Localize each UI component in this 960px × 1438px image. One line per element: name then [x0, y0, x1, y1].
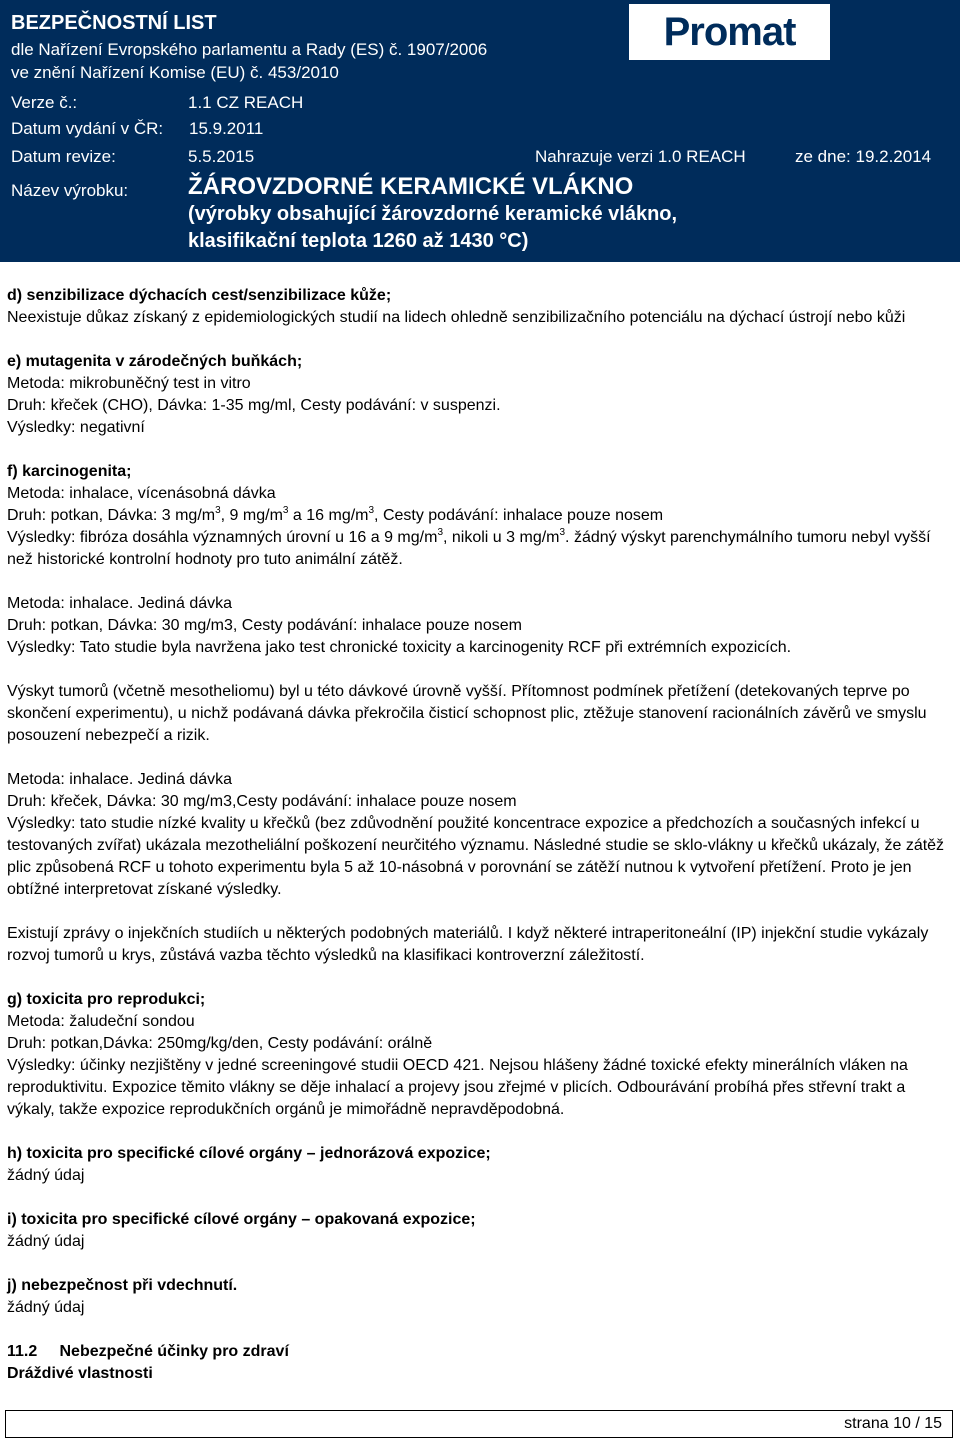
replaces-version: Nahrazuje verzi 1.0 REACH: [535, 147, 746, 166]
section-j-text: žádný údaj: [7, 1299, 85, 1316]
section-f-heading: f) karcinogenita;: [7, 463, 132, 480]
section-j-heading: j) nebezpečnost při vdechnutí.: [7, 1277, 238, 1294]
section-d-heading: d) senzibilizace dýchacích cest/senzibilizace kůže;: [7, 287, 392, 304]
revision-value: 5.5.2015: [188, 147, 255, 166]
document-header: [0, 0, 960, 262]
issue-date-value: 15.9.2011: [189, 119, 264, 138]
section-f-results: Výsledky: fibróza dosáhla významných úrovní u 16 a 9 $mg/m^3$, nikoli u 3 $mg/m^3$. žádný výskyt parenchymálního tumoru nebyl vyšší než historické kontrolní hodnoty pro tuto animální zátěž.: [7, 527, 931, 568]
product-label: Název výrobku:: [11, 181, 129, 200]
product-name: ŽÁROVZDORNÉ KERAMICKÉ VLÁKNO: [188, 173, 634, 200]
section-e-species: Druh: křeček (CHO), Dávka: 1-35 mg/ml, Cesty podávání: v suspenzi.: [7, 397, 501, 414]
issue-date-label: Datum vydání v ČR:: [11, 119, 164, 138]
revision-label: Datum revize:: [11, 147, 116, 166]
section-i-heading: i) toxicita pro specifické cílové orgány – opakovaná expozice;: [7, 1211, 476, 1228]
page-number: strana 10 / 15: [844, 1415, 942, 1432]
section-g-heading: g) toxicita pro reprodukci;: [7, 991, 206, 1008]
section-11-2-heading: 11.2 Nebezpečné účinky pro zdraví: [7, 1343, 289, 1360]
study2-results: Výsledky: Tato studie byla navržena jako test chronické toxicity a karcinogenity RCF při extrémních expozicích.: [7, 639, 792, 656]
section-h-heading: h) toxicita pro specifické cílové orgány – jednorázová expozice;: [7, 1145, 491, 1162]
document-title: BEZPEČNOSTNÍ LIST: [11, 12, 217, 34]
section-g-method: Metoda: žaludeční sondou: [7, 1013, 195, 1030]
section-e-method: Metoda: mikrobuněčný test in vitro: [7, 375, 251, 392]
replaces-date: ze dne: 19.2.2014: [795, 147, 932, 166]
section-f-method: Metoda: inhalace, vícenásobná dávka: [7, 485, 276, 502]
section-h-text: žádný údaj: [7, 1167, 85, 1184]
study2-paragraph: Výskyt tumorů (včetně mesotheliomu) byl u této dávkové úrovně vyšší. Přítomnost podmínek přetížení (detekovaných teprve po skončení experimentu), u nichž podávaná dávka překročila čisticí schopnost plic, ztěžuje stanovení racionálních závěrů ve smyslu posouzení nebezpečí a rizik.: [7, 683, 927, 744]
irritation-subheading: Dráždivé vlastnosti: [7, 1365, 153, 1382]
version-value: 1.1 CZ REACH: [188, 93, 304, 112]
product-subtitle-2: klasifikační teplota 1260 až 1430 °C): [188, 230, 529, 252]
study2-species: Druh: potkan, Dávka: 30 mg/m3, Cesty podávání: inhalace pouze nosem: [7, 617, 522, 634]
document-body: [7, 285, 955, 1385]
section-g-results: Výsledky: účinky nezjištěny v jedné screeningové studii OECD 421. Nejsou hlášeny žádné toxické efekty minerálních vláken na reproduktivitu. Expozice těmito vlákny se děje inhalací a projevy jsou zřejmé v plicích. Odbourávání probíhá přes střevní trakt a výkaly, takže expozice reprodukčních orgánů je mimořádně nepravděpodobná.: [7, 1057, 908, 1118]
product-subtitle-1: (výrobky obsahující žárovzdorné keramické vlákno,: [188, 203, 678, 225]
section-e-heading: e) mutagenita v zárodečných buňkách;: [7, 353, 303, 370]
study3-results: Výsledky: tato studie nízké kvality u křečků (bez zdůvodnění použité koncentrace expozice a předchozích a současných infekcí u testovaných zvířat) ukázala mezotheliální poškození neurčitého významu. Následné studie se sklo-vlákny u křečků ukázaly, že zátěž plic způsobená RCF u tohoto experimentu byla 5 až 10-násobná v porovnání se zátěží nutnou k vytvoření přetížení. Proto je jen obtížné interpretovat získané výsledky.: [7, 815, 945, 898]
section-g-species: Druh: potkan,Dávka: 250mg/kg/den, Cesty podávání: orálně: [7, 1035, 433, 1052]
study2-method: Metoda: inhalace. Jediná dávka: [7, 595, 233, 612]
section-e-results: Výsledky: negativní: [7, 419, 145, 436]
section-d-text: Neexistuje důkaz získaný z epidemiologických studií na lidech ohledně senzibilizačního potenciálu na dýchací ústrojí nebo kůži: [7, 309, 906, 326]
study3-method: Metoda: inhalace. Jediná dávka: [7, 771, 233, 788]
section-i-text: žádný údaj: [7, 1233, 85, 1250]
section-f-species: Druh: potkan, Dávka: 3 $mg/m^3$, 9 $mg/m^3$ a 16 $mg/m^3$, Cesty podávání: inhalace pouze nosem: [7, 505, 664, 524]
study3-species: Druh: křeček, Dávka: 30 mg/m3,Cesty podávání: inhalace pouze nosem: [7, 793, 517, 810]
promat-logo: Promat: [629, 4, 830, 60]
version-label: Verze č.:: [11, 93, 78, 112]
injection-studies-paragraph: Existují zprávy o injekčních studiích u některých podobných materiálů. I když některé intraperitoneální (IP) injekční studie vykázaly rozvoj tumorů u krys, zůstává vazba těchto výsledků na klasifikaci kontroverzní záležitostí.: [7, 925, 929, 964]
page-footer: [5, 1410, 953, 1438]
regulation-line-1: dle Nařízení Evropského parlamentu a Rady (ES) č. 1907/2006: [11, 40, 488, 59]
regulation-line-2: ve znění Nařízení Komise (EU) č. 453/2010: [11, 63, 339, 82]
